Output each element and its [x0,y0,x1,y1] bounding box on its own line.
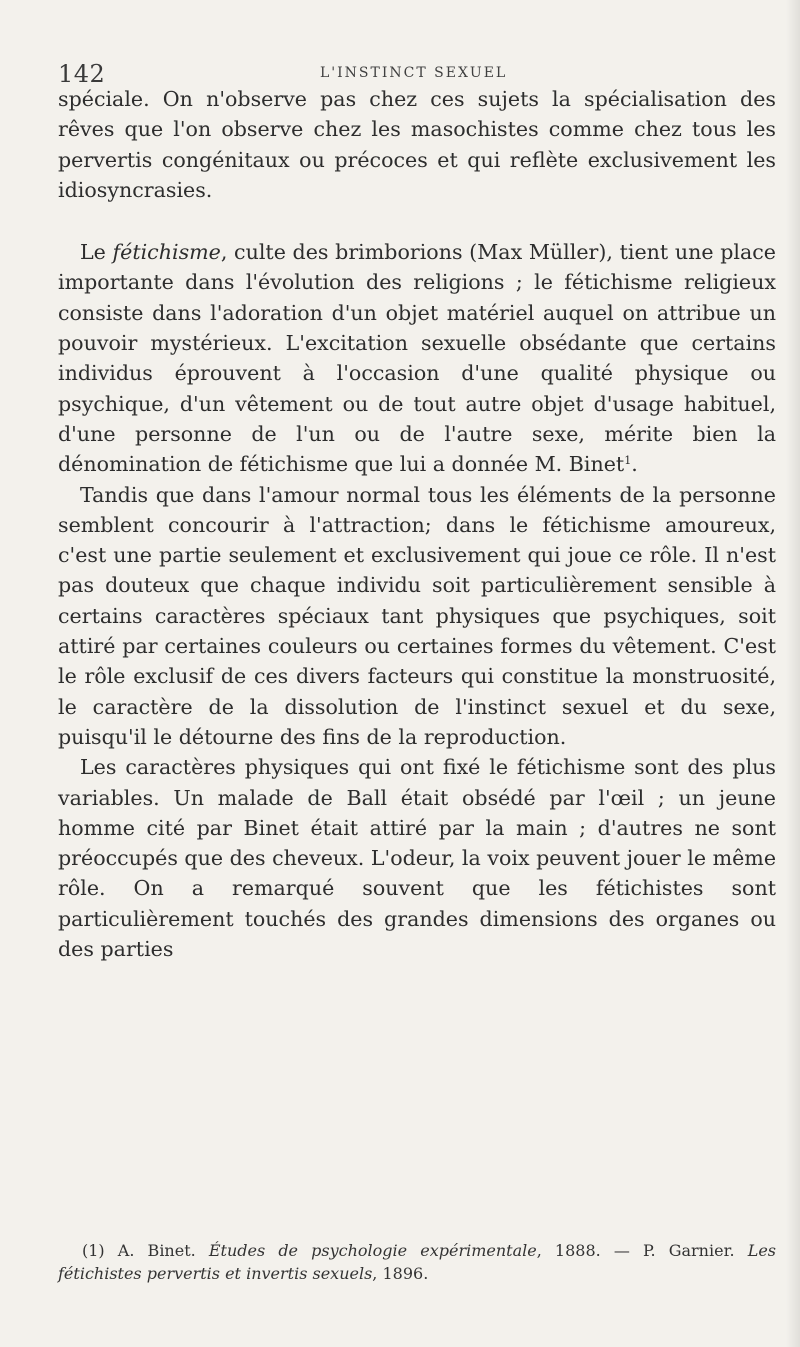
footnote-author-2: P. Garnier. [642,1241,735,1260]
footnote-title-1: Études de psychologie expérimentale [208,1241,537,1260]
page-edge-shadow [786,0,800,1347]
footnote-title-2: Les fétichistes pervertis et invertis sexuels [58,1241,776,1283]
paragraph-2-prefix: Le [80,240,113,265]
paragraph-2-continuation: Tandis que dans l'amour normal tous les éléments de la personne semblent concourir à l'attraction; dans le fétichisme amoureux, c'est une partie seulement et exclusivement qui joue ce rôle. Il n'est pas douteux que chaque individu soit particulièrement sensible à certains caractères spéciaux tant physiques que psychiques, soit attiré par certaines couleurs ou certaines formes du vêtement. C'est le rôle exclusif de ces divers facteurs qui constitue la monstruosité, le caractère de la dissolution de l'instinct sexuel et du sexe, puisqu'il le détourne des fins de la reproduction. [58,482,776,749]
footnote-year-1: , 1888. — [536,1241,630,1260]
footnote [58,1239,776,1285]
footnote-author-1: A. Binet. [117,1241,196,1260]
footnote-year-2: , 1896. [372,1264,429,1283]
footnotes [58,1239,776,1285]
footnote-number: (1) [82,1241,105,1260]
paragraph-2 [58,237,776,479]
paragraph-1: spéciale. On n'observe pas chez ces sujets la spécialisation des rêves que l'on observe chez les masochistes comme chez tous les pervertis congénitaux ou précoces et qui reflète exclusivement les idiosyncrasies. [58,87,776,202]
paragraph-2-body: , culte des brimborions (Max Müller), tient une place importante dans l'évolution des religions ; le fétichisme religieux consiste dans l'adoration d'un objet matériel auquel on attribue un pouvoir mystérieux. L'excitation sexuelle obsédante que certains individus éprouvent à l'occasion d'une qualité physique ou psychique, d'un vêtement ou de tout autre objet d'usage habituel, d'une personne de l'un ou de l'autre sexe, mérite bien la dénomination de fétichisme que lui a donnée M. Binet [58,240,776,477]
page-number: 142 [58,60,106,88]
running-head: L'INSTINCT SEXUEL [320,65,508,81]
main-text [58,84,776,964]
paragraph-2-end: . [631,452,638,477]
footnote-marker: 1 [624,454,632,468]
italic-term: fétichisme [112,240,221,265]
page-header [58,60,778,86]
paragraph-3: Les caractères physiques qui ont fixé le fétichisme sont des plus variables. Un malade de Ball était obsédé par l'œil ; un jeune homme cité par Binet était attiré par la main ; d'autres ne sont préoccupés que des cheveux. L'odeur, la voix peuvent jouer le même rôle. On a remarqué souvent que les fétichistes sont particulièrement touchés des grandes dimensions des organes ou des parties [58,755,777,962]
